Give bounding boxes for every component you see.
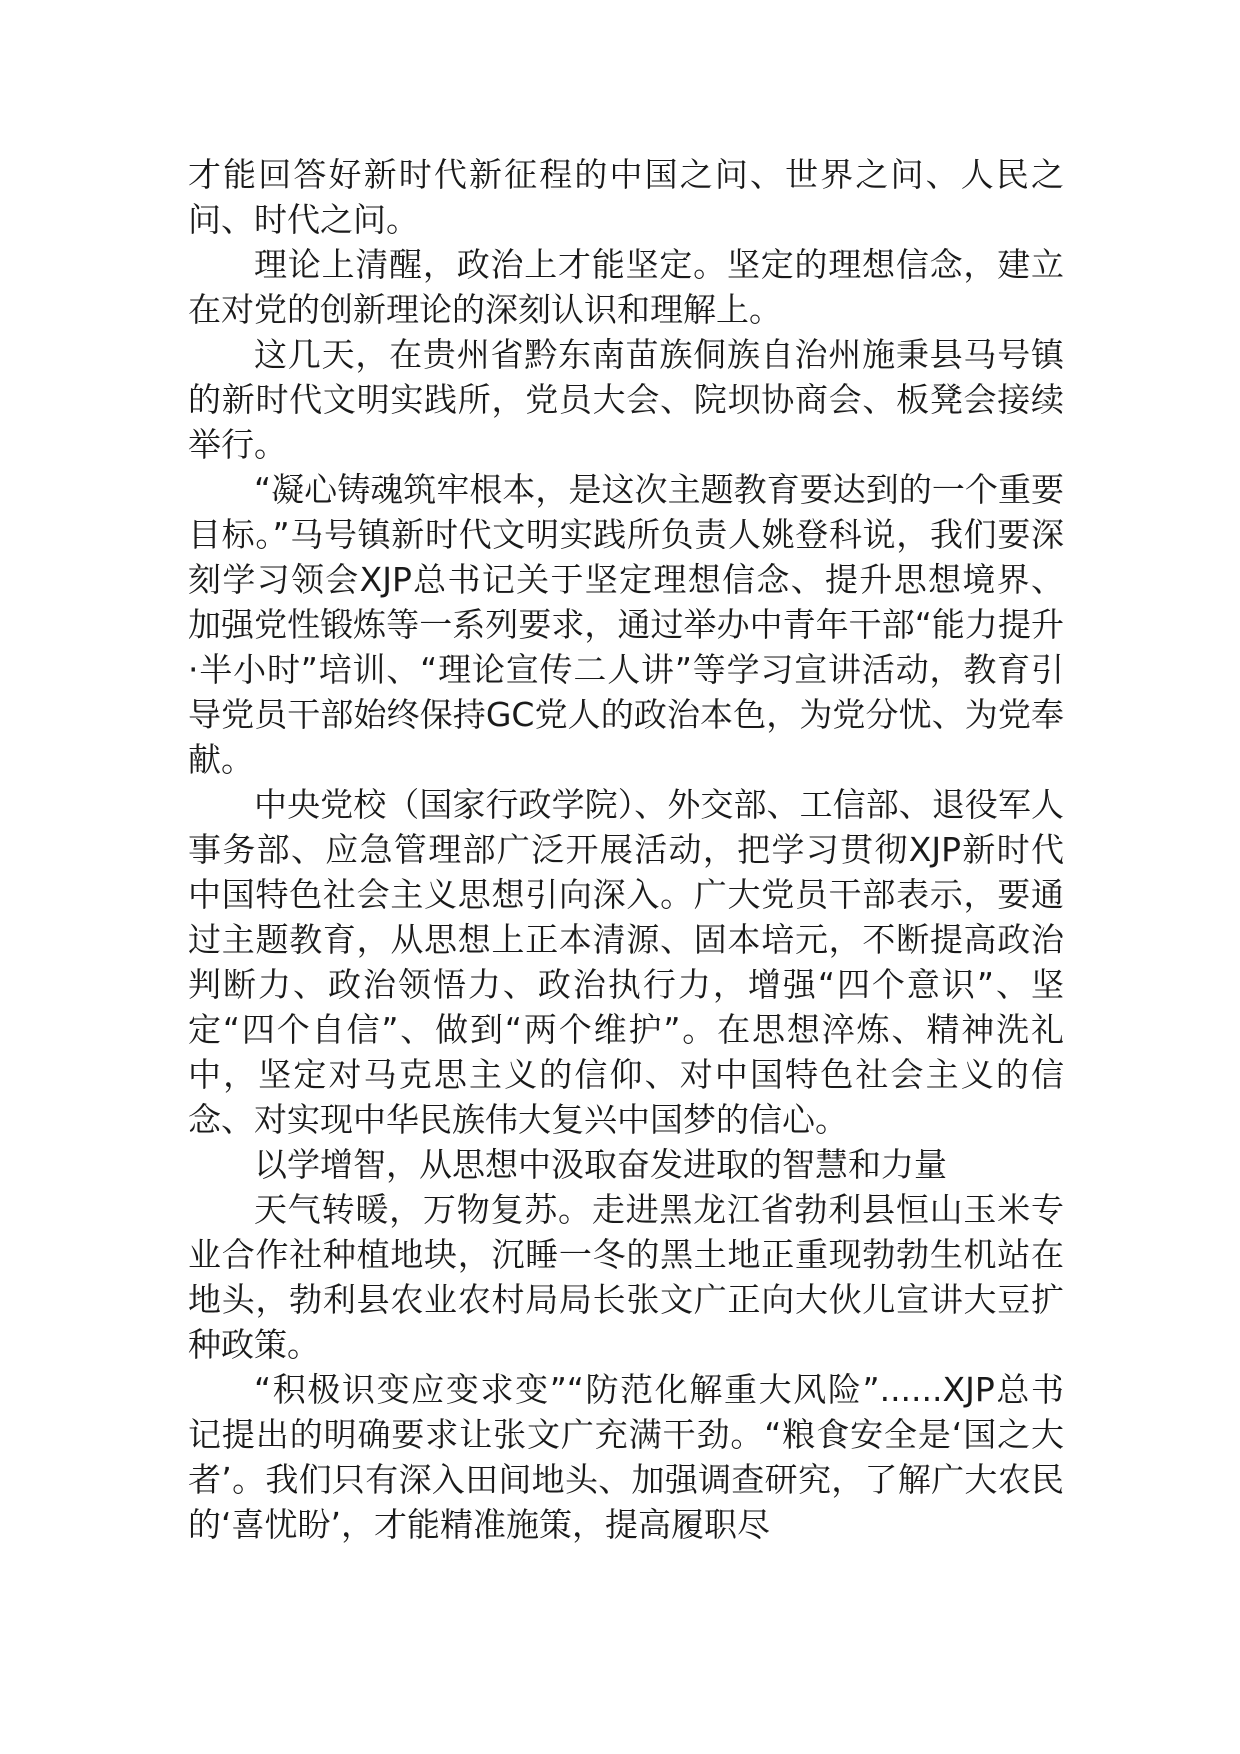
section-heading: 以学增智，从思想中汲取奋发进取的智慧和力量	[254, 1145, 947, 1184]
paragraph-1: 才能回答好新时代新征程的中国之问、世界之问、人民之问、时代之问。	[188, 155, 1064, 239]
paragraph-3: 这几天，在贵州省黔东南苗族侗族自治州施秉县马号镇的新时代文明实践所，党员大会、院坝协商会、板凳会接续举行。	[188, 335, 1064, 464]
paragraph-6: 天气转暖，万物复苏。走进黑龙江省勃利县恒山玉米专业合作社种植地块，沉睡一冬的黑土地正重现勃勃生机站在地头，勃利县农业农村局局长张文广正向大伙儿宣讲大豆扩种政策。	[188, 1190, 1064, 1364]
paragraph-5: 中央党校（国家行政学院）、外交部、工信部、退役军人事务部、应急管理部广泛开展活动，把学习贯彻XJP新时代中国特色社会主义思想引向深入。广大党员干部表示，要通过主题教育，从思想上正本清源、固本培元，不断提高政治判断力、政治领悟力、政治执行力，增强“四个意识”、坚定“四个自信”、做到“两个维护”。在思想淬炼、精神洗礼中，坚定对马克思主义的信仰、对中国特色社会主义的信念、对实现中华民族伟大复兴中国梦的信心。	[188, 785, 1064, 1139]
paragraph-2: 理论上清醒，政治上才能坚定。坚定的理想信念，建立在对党的创新理论的深刻认识和理解上。	[188, 245, 1064, 329]
paragraph-4: “凝心铸魂筑牢根本，是这次主题教育要达到的一个重要目标。”马号镇新时代文明实践所负责人姚登科说，我们要深刻学习领会XJP总书记关于坚定理想信念、提升思想境界、加强党性锻炼等一系列要求，通过举办中青年干部“能力提升·半小时”培训、“理论宣传二人讲”等学习宣讲活动，教育引导党员干部始终保持GC党人的政治本色，为党分忧、为党奉献。	[188, 470, 1064, 779]
paragraph-7: “积极识变应变求变”“防范化解重大风险”......XJP总书记提出的明确要求让张文广充满干劲。“粮食安全是‘国之大者’。我们只有深入田间地头、加强调查研究，了解广大农民的‘喜忧盼’，才能精准施策，提高履职尽	[188, 1370, 1064, 1544]
document-body	[188, 152, 1064, 1547]
